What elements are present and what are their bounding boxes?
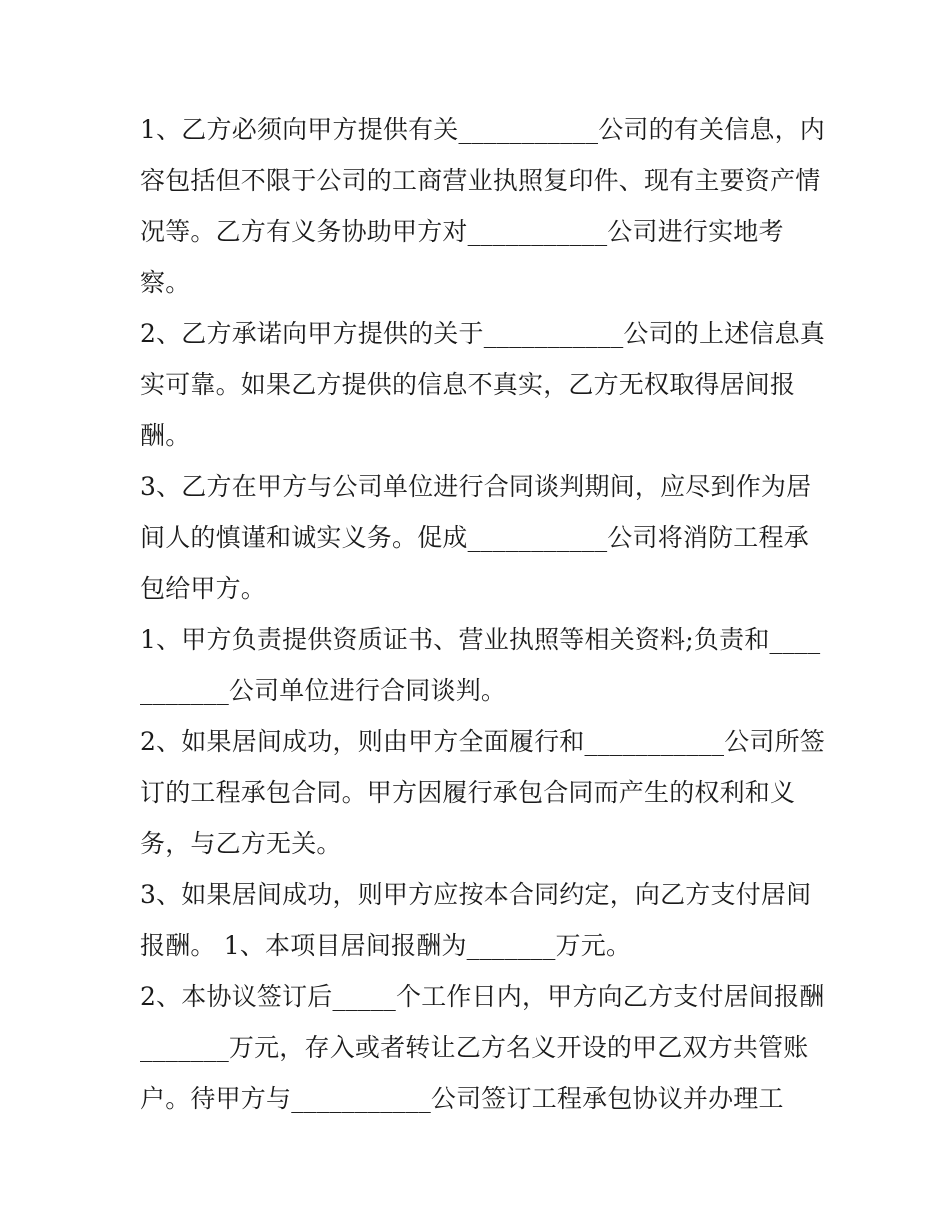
paragraph-payment-schedule: 2、本协议签订后_____个工作日内，甲方向乙方支付居间报酬_______万元，存入或者转让乙方名义开设的甲乙双方共管账户。待甲方与___________公司签订工程承包协议并办理工 xyxy=(140,982,825,1113)
document-body xyxy=(140,104,830,1124)
paragraph-party-b-provide-info: 1、乙方必须向甲方提供有关___________公司的有关信息，内容包括但不限于公司的工商营业执照复印件、现有主要资产情况等。乙方有义务协助甲方对___________公司进行实地考察。 xyxy=(140,115,826,297)
paragraph-party-a-pay-fee: 3、如果居间成功，则甲方应按本合同约定，向乙方支付居间报酬。 1、本项目居间报酬为_______万元。 xyxy=(140,880,812,960)
paragraph-party-b-diligence: 3、乙方在甲方与公司单位进行合同谈判期间，应尽到作为居间人的慎谨和诚实义务。促成___________公司将消防工程承包给甲方。 xyxy=(140,472,812,603)
paragraph-party-a-fulfill-contract: 2、如果居间成功，则由甲方全面履行和___________公司所签订的工程承包合同。甲方因履行承包合同而产生的权利和义务，与乙方无关。 xyxy=(140,727,826,858)
paragraph-party-a-provide-docs: 1、甲方负责提供资质证书、营业执照等相关资料;负责和___________公司单位进行合同谈判。 xyxy=(140,625,821,705)
paragraph-party-b-info-truth: 2、乙方承诺向甲方提供的关于___________公司的上述信息真实可靠。如果乙方提供的信息不真实，乙方无权取得居间报酬。 xyxy=(140,319,826,450)
